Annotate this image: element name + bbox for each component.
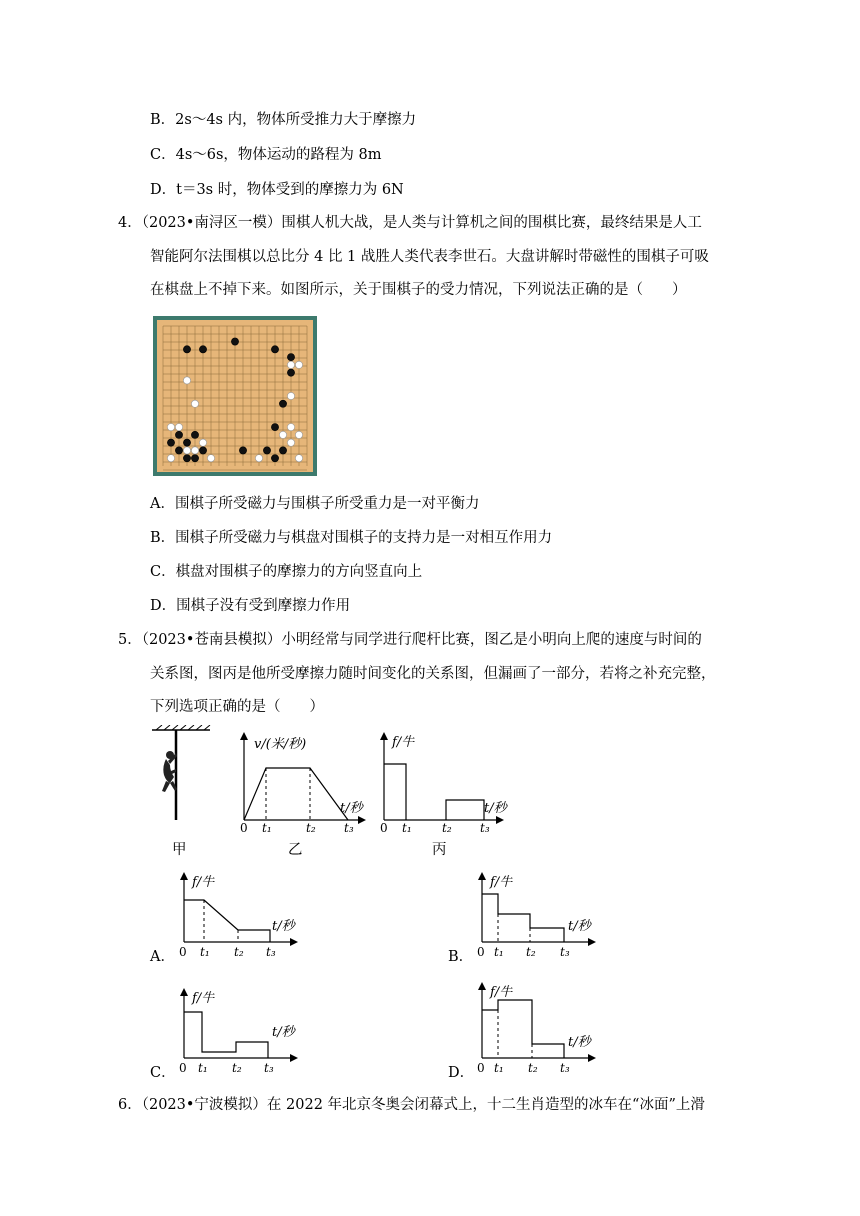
a-t1: t₁ (200, 945, 210, 959)
c-f-axis-label: f/牛 (192, 991, 215, 1006)
yi-t-axis-label: t/秒 (340, 801, 363, 816)
a-t3: t₃ (266, 945, 276, 959)
b-t1: t₁ (494, 945, 504, 959)
d-t-axis-label: t/秒 (568, 1035, 591, 1050)
d-t1: t₁ (494, 1061, 504, 1075)
q5-option-c-label: C． (150, 1065, 176, 1081)
bing-t-axis-label: t/秒 (484, 801, 507, 816)
q5-option-b-graph (474, 868, 614, 964)
figure-yi-velocity-graph (230, 728, 370, 834)
d-origin: 0 (477, 1061, 485, 1075)
c-t-axis-label: t/秒 (272, 1025, 295, 1040)
c-t2: t₂ (232, 1061, 242, 1075)
d-t2: t₂ (528, 1061, 538, 1075)
q6-stem-line-1: 6．（2023•宁波模拟）在 2022 年北京冬奥会闭幕式上，十二生肖造型的冰车在“冰面”上滑 (118, 1097, 705, 1113)
figure-jia-caption: 甲 (172, 842, 187, 858)
c-t1: t₁ (198, 1061, 208, 1075)
q4-option-c: C．棋盘对围棋子的摩擦力的方向竖直向上 (150, 564, 423, 580)
figure-jia-climber (148, 725, 218, 835)
q5-option-c-graph (176, 984, 316, 1080)
q5-option-d-label: D． (448, 1065, 475, 1081)
q3-option-d: D．t＝3s 时，物体受到的摩擦力为 6N (150, 182, 404, 198)
yi-origin: 0 (240, 821, 248, 834)
q4-stem-line-2: 智能阿尔法围棋以总比分 4 比 1 战胜人类代表李世石。大盘讲解时带磁性的围棋子可吸 (150, 249, 709, 265)
yi-t1: t₁ (262, 821, 272, 834)
figure-bing-friction-graph (378, 728, 518, 834)
q4-stem-line-3: 在棋盘上不掉下来。如图所示，关于围棋子的受力情况，下列说法正确的是（ ） (150, 282, 687, 298)
q5-option-a-label: A． (150, 949, 175, 965)
q3-option-b: B．2s～4s 内，物体所受推力大于摩擦力 (150, 112, 417, 128)
bing-t2: t₂ (442, 821, 452, 834)
go-board-image (153, 316, 317, 476)
b-t3: t₃ (560, 945, 570, 959)
bing-origin: 0 (380, 821, 388, 834)
figure-bing-caption: 丙 (432, 842, 447, 858)
figure-yi-caption: 乙 (288, 842, 303, 858)
a-origin: 0 (179, 945, 187, 959)
q5-stem-line-1: 5．（2023•苍南县模拟）小明经常与同学进行爬杆比赛，图乙是小明向上爬的速度与时间的 (118, 632, 702, 648)
q5-stem-line-3: 下列选项正确的是（ ） (150, 699, 324, 715)
yi-v-axis-label: v/(米/秒) (254, 737, 307, 752)
yi-t3: t₃ (344, 821, 354, 834)
q4-option-d: D．围棋子没有受到摩擦力作用 (150, 598, 351, 614)
q4-option-b: B．围棋子所受磁力与棋盘对围棋子的支持力是一对相互作用力 (150, 530, 553, 546)
q5-option-d-graph (474, 978, 614, 1080)
q5-option-a-graph (176, 868, 316, 964)
b-f-axis-label: f/牛 (490, 875, 513, 890)
b-t2: t₂ (526, 945, 536, 959)
a-f-axis-label: f/牛 (192, 875, 215, 890)
a-t2: t₂ (234, 945, 244, 959)
a-t-axis-label: t/秒 (272, 919, 295, 934)
bing-t3: t₃ (480, 821, 490, 834)
b-t-axis-label: t/秒 (568, 919, 591, 934)
q4-option-a: A．围棋子所受磁力与围棋子所受重力是一对平衡力 (150, 496, 480, 512)
q3-option-c: C．4s～6s，物体运动的路程为 8m (150, 147, 382, 163)
bing-f-axis-label: f/牛 (392, 735, 415, 750)
b-origin: 0 (477, 945, 485, 959)
c-origin: 0 (179, 1061, 187, 1075)
q5-option-b-label: B． (448, 949, 474, 965)
d-t3: t₃ (560, 1061, 570, 1075)
q4-stem-line-1: 4．（2023•南浔区一模）围棋人机大战，是人类与计算机之间的围棋比赛，最终结果是人工 (118, 215, 702, 231)
yi-t2: t₂ (306, 821, 316, 834)
c-t3: t₃ (264, 1061, 274, 1075)
q5-stem-line-2: 关系图，图丙是他所受摩擦力随时间变化的关系图，但漏画了一部分，若将之补充完整， (150, 666, 716, 682)
bing-t1: t₁ (402, 821, 412, 834)
d-f-axis-label: f/牛 (490, 985, 513, 1000)
